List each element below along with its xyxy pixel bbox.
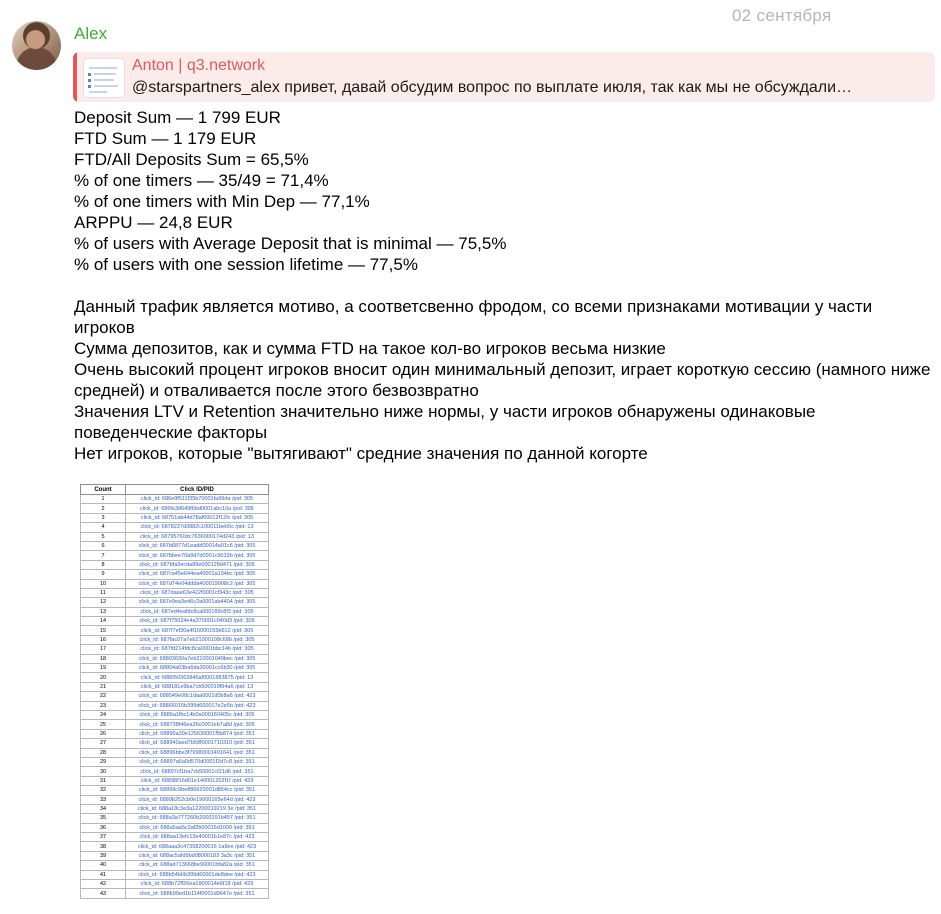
table-row <box>81 598 269 607</box>
row-count-cell: 37 <box>81 833 126 842</box>
table-row <box>81 786 269 795</box>
row-click-id-cell: click_id: 688549e08c1daa0001d0b8a6 /pid: 423 <box>126 692 269 701</box>
row-click-id-cell: click_id: 687f7ef30a4f15000155b612 /pid: 305 <box>126 626 269 635</box>
row-click-id-cell: click_id: 688b90ed1b114f0001d9647e /pid: 351 <box>126 889 269 898</box>
table-row <box>81 767 269 776</box>
row-click-id-cell: click_id: 688b54b6b399d60001de8dee /pid: 423 <box>126 870 269 879</box>
stat-line: FTD Sum — 1 179 EUR <box>74 129 257 148</box>
table-row <box>81 889 269 898</box>
table-row <box>81 795 269 804</box>
row-click-id-cell: click_id: 68795760dc7636000174d243 /pid: 13 <box>126 532 269 541</box>
row-count-cell: 33 <box>81 795 126 804</box>
row-click-id-cell: click_id: 68896bbe3f79980001491641 /pid: 351 <box>126 748 269 757</box>
row-count-cell: 30 <box>81 767 126 776</box>
row-click-id-cell: click_id: 688ac5afd9bd08000183 3a3c /pid: 351 <box>126 851 269 860</box>
row-count-cell: 10 <box>81 579 126 588</box>
reply-preview[interactable] <box>73 52 935 102</box>
table-row <box>81 504 269 513</box>
row-count-cell: 19 <box>81 664 126 673</box>
row-count-cell: 28 <box>81 748 126 757</box>
row-count-cell: 15 <box>81 626 126 635</box>
avatar[interactable] <box>12 21 61 70</box>
table-row <box>81 804 269 813</box>
analysis-line: Очень высокий процент игроков вносит один минимальный депозит, играет короткую сессию (намного ниже средней) и отваливается после этого безвозвратно <box>74 360 931 400</box>
row-count-cell: 22 <box>81 692 126 701</box>
table-row <box>81 551 269 560</box>
table-row <box>81 513 269 522</box>
row-count-cell: 8 <box>81 560 126 569</box>
row-count-cell: 14 <box>81 617 126 626</box>
stat-line: ARPPU — 24,8 EUR <box>74 213 233 232</box>
row-click-id-cell: click_id: 68890a30e125630001f5b874 /pid: 351 <box>126 729 269 738</box>
row-click-id-cell: click_id: 687d74e04ddda400019008c2 /pid: 305 <box>126 579 269 588</box>
reply-text: @starspartners_alex привет, давай обсудим вопрос по выплате июля, так как мы не обсуждали… <box>132 79 853 96</box>
reply-accent-bar <box>73 52 77 102</box>
table-row <box>81 523 269 532</box>
analysis-line: Нет игроков, которые "вытягивают" средние значения по данной когорте <box>74 444 648 463</box>
row-click-id-cell: click_id: 687e9ea3ed6c2a0001ab4404 /pid: 305 <box>126 598 269 607</box>
row-count-cell: 18 <box>81 654 126 663</box>
analysis-line: Данный трафик является мотиво, а соответсвенно фродом, со всеми признаками мотивации у части игроков <box>74 297 873 337</box>
row-click-id-cell: click_id: 6889b252cb0e19000165e64d /pid: 423 <box>126 795 269 804</box>
attachment-image[interactable] <box>80 484 269 899</box>
row-count-cell: 25 <box>81 720 126 729</box>
row-count-cell: 29 <box>81 757 126 766</box>
stat-line: FTD/All Deposits Sum = 65,5% <box>74 150 309 169</box>
row-click-id-cell: click_id: 68897a6a0d570d0001f2d7c8 /pid: 351 <box>126 757 269 766</box>
table-row <box>81 682 269 691</box>
row-click-id-cell: click_id: 687ca45e644ea40001a104bc /pid: 305 <box>126 570 269 579</box>
table-row <box>81 664 269 673</box>
row-click-id-cell: click_id: 68804a03ba6da30001cc6b30 /pid: 305 <box>126 664 269 673</box>
row-click-id-cell: click_id: 6878227d3882c100011beb5c /pid: 13 <box>126 523 269 532</box>
row-click-id-cell: click_id: 687b8877d1eadd00014a91c6 /pid: 305 <box>126 541 269 550</box>
row-count-cell: 36 <box>81 823 126 832</box>
row-count-cell: 7 <box>81 551 126 560</box>
row-click-id-cell: click_id: 688181e9ba7cb500019f94a6 /pid: 13 <box>126 682 269 691</box>
click-id-table <box>80 484 269 899</box>
row-click-id-cell: click_id: 68866015b399d600017e2e5b /pid: 423 <box>126 701 269 710</box>
column-header-click-id: Click ID/PID <box>126 485 269 495</box>
table-row <box>81 532 269 541</box>
row-count-cell: 4 <box>81 523 126 532</box>
row-count-cell: 13 <box>81 607 126 616</box>
row-count-cell: 26 <box>81 729 126 738</box>
stat-line: % of users with one session lifetime — 77,5% <box>74 255 418 274</box>
table-row <box>81 757 269 766</box>
row-count-cell: 35 <box>81 814 126 823</box>
table-row <box>81 851 269 860</box>
row-count-cell: 39 <box>81 851 126 860</box>
row-count-cell: 2 <box>81 504 126 513</box>
table-row <box>81 635 269 644</box>
reply-thumbnail <box>83 58 125 98</box>
row-click-id-cell: click_id: 68803630a7eb210001049bec /pid: 305 <box>126 654 269 663</box>
table-row <box>81 823 269 832</box>
row-count-cell: 41 <box>81 870 126 879</box>
row-click-id-cell: click_id: 686e9f511f35b70001fa99da /pid: 305 <box>126 495 269 504</box>
row-click-id-cell: click_id: 687fac07a7eb21000108c68b /pid: 305 <box>126 635 269 644</box>
row-click-id-cell: click_id: 686fe3d649f6bd0001abc10a /pid: 305 <box>126 504 269 513</box>
row-click-id-cell: click_id: 688940aed7b58f0001710310 /pid: 351 <box>126 739 269 748</box>
analysis-line: Сумма депозитов, как и сумма FTD на такое кол-во игроков весьма низкие <box>74 339 666 358</box>
row-click-id-cell: click_id: 688a3a777260b2000191b457 /pid: 351 <box>126 814 269 823</box>
row-count-cell: 42 <box>81 880 126 889</box>
row-click-id-cell: click_id: 687fd214fdc8ca0001bbc14b /pid: 305 <box>126 645 269 654</box>
row-count-cell: 1 <box>81 495 126 504</box>
stat-line: % of one timers — 35/49 = 71,4% <box>74 171 329 190</box>
row-count-cell: 3 <box>81 513 126 522</box>
row-click-id-cell: click_id: 6886a1fbc14b0a000160405c /pid: 305 <box>126 710 269 719</box>
table-row <box>81 495 269 504</box>
table-row <box>81 673 269 682</box>
row-click-id-cell: click_id: 688b72ff26ea1900014e6f18 /pid: 423 <box>126 880 269 889</box>
message-date: 02 сентября <box>732 6 832 25</box>
row-count-cell: 38 <box>81 842 126 851</box>
row-count-cell: 20 <box>81 673 126 682</box>
table-row <box>81 870 269 879</box>
row-click-id-cell: click_id: 688aa13efc13e40001b1e87c /pid: 423 <box>126 833 269 842</box>
table-row <box>81 701 269 710</box>
row-click-id-cell: click_id: 68751ab44d78af00012f12fc /pid: 305 <box>126 513 269 522</box>
table-row <box>81 842 269 851</box>
row-count-cell: 32 <box>81 786 126 795</box>
row-count-cell: 24 <box>81 710 126 719</box>
table-row <box>81 607 269 616</box>
stat-line: Deposit Sum — 1 799 EUR <box>74 108 281 127</box>
table-row <box>81 645 269 654</box>
row-count-cell: 12 <box>81 598 126 607</box>
table-row <box>81 560 269 569</box>
table-row <box>81 617 269 626</box>
table-row <box>81 880 269 889</box>
row-click-id-cell: click_id: 687daae63e422f0001cf343c /pid: 305 <box>126 588 269 597</box>
table-row <box>81 720 269 729</box>
row-click-id-cell: click_id: 688050363846af0001883875 /pid: 13 <box>126 673 269 682</box>
table-row <box>81 570 269 579</box>
row-count-cell: 6 <box>81 541 126 550</box>
table-row <box>81 626 269 635</box>
row-count-cell: 34 <box>81 804 126 813</box>
row-click-id-cell: click_id: 687ed4eafdc8ca000189c8f3 /pid: 305 <box>126 607 269 616</box>
table-row <box>81 833 269 842</box>
row-count-cell: 27 <box>81 739 126 748</box>
sender-name[interactable]: Alex <box>74 24 108 43</box>
table-row <box>81 739 269 748</box>
row-count-cell: 23 <box>81 701 126 710</box>
table-row <box>81 814 269 823</box>
row-click-id-cell: click_id: 688a18c3e3a12200019219 3e /pid: 351 <box>126 804 269 813</box>
table-row <box>81 776 269 785</box>
table-row <box>81 588 269 597</box>
row-count-cell: 40 <box>81 861 126 870</box>
stat-line: % of one timers with Min Dep — 77,1% <box>74 192 370 211</box>
row-count-cell: 43 <box>81 889 126 898</box>
table-row <box>81 861 269 870</box>
row-count-cell: 5 <box>81 532 126 541</box>
row-count-cell: 21 <box>81 682 126 691</box>
row-click-id-cell: click_id: 688a5aa5c2af2b00015d1000 /pid: 351 <box>126 823 269 832</box>
row-count-cell: 16 <box>81 635 126 644</box>
row-count-cell: 31 <box>81 776 126 785</box>
table-row <box>81 579 269 588</box>
row-click-id-cell: click_id: 688aaa3c47358200016 1a9ee /pid: 423 <box>126 842 269 851</box>
row-count-cell: 17 <box>81 645 126 654</box>
reply-author: Anton | q3.network <box>132 57 266 74</box>
row-click-id-cell: click_id: 687bfa3ecda89e000128d471 /pid: 305 <box>126 560 269 569</box>
analysis-line: Значения LTV и Retention значительно ниже нормы, у части игроков обнаружены одинаковые поведенческие факторы <box>74 402 816 442</box>
row-click-id-cell: click_id: 68897cf1ba7cb50001cf21d6 /pid: 351 <box>126 767 269 776</box>
row-click-id-cell: click_id: 688738f46ea36c0001eb7a8d /pid: 305 <box>126 720 269 729</box>
table-row <box>81 729 269 738</box>
stat-line: % of users with Average Deposit that is minimal — 75,5% <box>74 234 507 253</box>
table-row <box>81 692 269 701</box>
row-click-id-cell: click_id: 687bbee70a9d7d0001c9032b /pid: 305 <box>126 551 269 560</box>
table-row <box>81 710 269 719</box>
row-click-id-cell: click_id: 68899c9be886620001d854cc /pid: 351 <box>126 786 269 795</box>
row-click-id-cell: click_id: 687f75024e4a370001c040d3 /pid: 305 <box>126 617 269 626</box>
row-click-id-cell: click_id: 688ad713668be90001bfa82a /pid: 351 <box>126 861 269 870</box>
table-row <box>81 541 269 550</box>
message-body <box>74 107 934 464</box>
table-row <box>81 654 269 663</box>
row-count-cell: 11 <box>81 588 126 597</box>
row-click-id-cell: click_id: 68898f16d01e140001202f1f /pid: 423 <box>126 776 269 785</box>
table-row <box>81 748 269 757</box>
row-count-cell: 9 <box>81 570 126 579</box>
column-header-count: Count <box>81 485 126 495</box>
